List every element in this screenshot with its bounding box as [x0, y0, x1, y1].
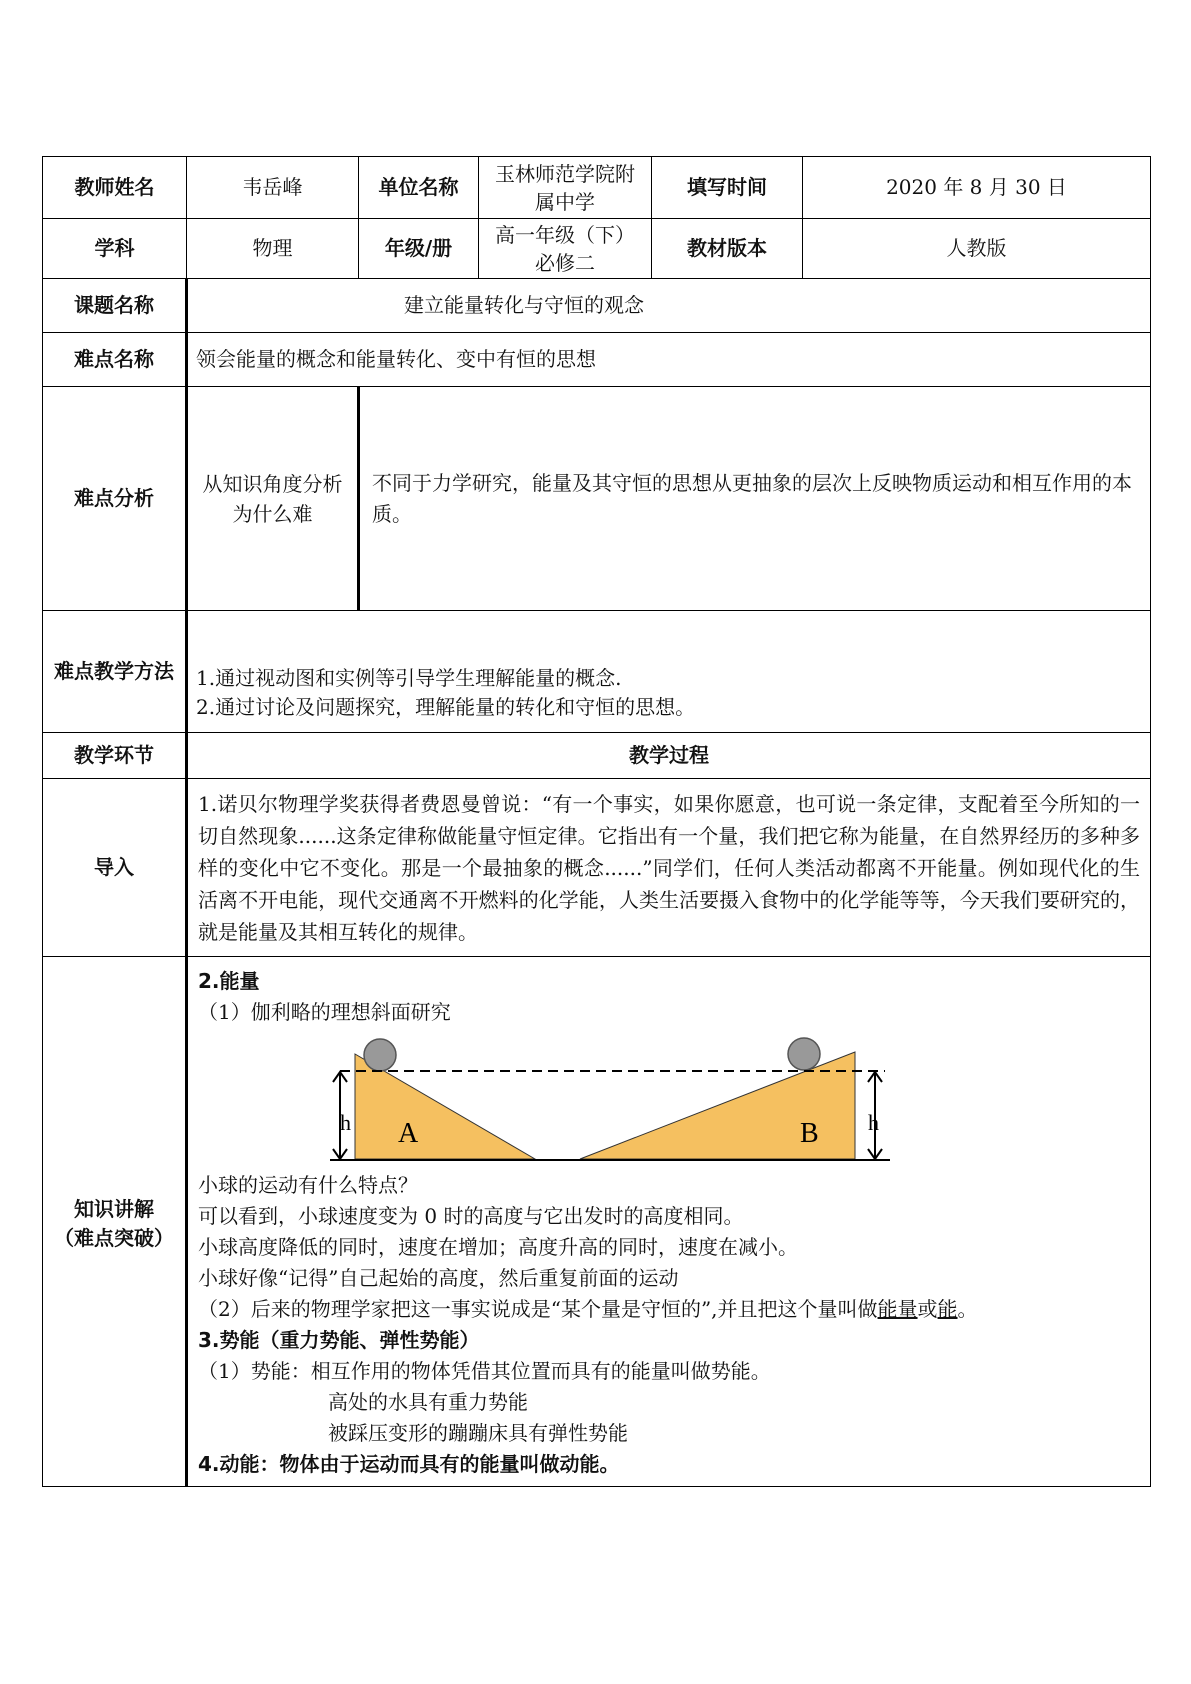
date-value: 2020 年 8 月 30 日 — [803, 157, 1151, 219]
answer-1: 可以看到，小球速度变为 0 时的高度与它出发时的高度相同。 — [198, 1203, 744, 1228]
intro-text: 1.诺贝尔物理学奖获得者费恩曼曾说：“有一个事实，如果你愿意，也可说一条定律，支配着至今所知的一切自然现象......这条定律称做能量守恒定律。它指出有一个量，我们把它称为能量，在自然界经历的多种多样的变化中它不变化。那是一个最抽象的概念......”同学们，任何人类活动都离不开能量。例如现代化的生活离不开电能，现代交通离不开燃料的化学能，人类生活要摄入食物中的化学能等等，今天我们要研究的，就是能量及其相互转化的规律。 — [187, 779, 1151, 957]
potential-energy-example-1: 高处的水具有重力势能 — [328, 1389, 528, 1414]
difficulty-value: 领会能量的概念和能量转化、变中有恒的思想 — [187, 333, 1151, 387]
topic-value: 建立能量转化与守恒的观念 — [187, 279, 1151, 333]
sub2-end: 。 — [957, 1296, 978, 1321]
textbook-label: 教材版本 — [652, 219, 803, 279]
unit-value: 玉林师范学院附属中学 — [479, 157, 652, 219]
lesson-plan-sheet — [42, 156, 1150, 1487]
answer-3: 小球好像“记得”自己起始的高度，然后重复前面的运动 — [198, 1265, 679, 1290]
term-energy: 能量 — [877, 1296, 918, 1321]
section-3-title: 3.势能（重力势能、弹性势能） — [198, 1327, 480, 1352]
method-line-2: 2.通过讨论及问题探究，理解能量的转化和守恒的思想。 — [196, 695, 696, 719]
header-row-1 — [43, 157, 1151, 219]
difficulty-label: 难点名称 — [43, 333, 187, 387]
inclined-plane-diagram — [330, 1034, 920, 1164]
section-2-sub-2 — [198, 1294, 1140, 1325]
section-2-sub-1: （1）伽利略的理想斜面研究 — [198, 999, 451, 1024]
method-label: 难点教学方法 — [43, 611, 187, 733]
subject-value: 物理 — [187, 219, 359, 279]
analysis-label: 难点分析 — [43, 387, 187, 611]
knowledge-row — [43, 957, 1151, 1487]
analysis-value: 不同于力学研究，能量及其守恒的思想从更抽象的层次上反映物质运动和相互作用的本质。 — [359, 387, 1151, 611]
term-neng: 能 — [937, 1296, 958, 1321]
potential-energy-definition: （1）势能：相互作用的物体凭借其位置而具有的能量叫做势能。 — [198, 1358, 771, 1383]
process-header-row — [43, 733, 1151, 779]
process-header-value: 教学过程 — [187, 733, 1151, 779]
header-row-2 — [43, 219, 1151, 279]
section-4-kinetic-energy: 4.动能：物体由于运动而具有的能量叫做动能。 — [198, 1451, 620, 1476]
textbook-value: 人教版 — [803, 219, 1151, 279]
sub2-prefix: （2）后来的物理学家把这一事实说成是“某个量是守恒的”,并且把这个量叫做 — [198, 1296, 878, 1321]
question-1: 小球的运动有什么特点？ — [198, 1172, 418, 1197]
intro-row — [43, 779, 1151, 957]
method-cell — [187, 611, 1151, 733]
difficulty-row — [43, 333, 1151, 387]
label-a: A — [398, 1117, 419, 1149]
ball-b — [788, 1038, 820, 1070]
sub2-or: 或 — [917, 1296, 938, 1321]
grade-label: 年级/册 — [359, 219, 479, 279]
knowledge-label-line-1: 知识讲解 — [74, 1196, 154, 1221]
date-label: 填写时间 — [652, 157, 803, 219]
knowledge-content — [187, 957, 1151, 1487]
ball-a — [364, 1039, 396, 1071]
knowledge-label-cell — [43, 957, 187, 1487]
label-b: B — [800, 1117, 819, 1149]
answer-2: 小球高度降低的同时，速度在增加；高度升高的同时，速度在减小。 — [198, 1234, 798, 1259]
method-row — [43, 611, 1151, 733]
unit-label: 单位名称 — [359, 157, 479, 219]
label-h-left: h — [340, 1109, 351, 1135]
analysis-row — [43, 387, 1151, 611]
topic-label: 课题名称 — [43, 279, 187, 333]
knowledge-label-line-2: （难点突破） — [54, 1225, 174, 1250]
teacher-value: 韦岳峰 — [187, 157, 359, 219]
method-line-1: 1.通过视动图和实例等引导学生理解能量的概念. — [196, 666, 622, 690]
topic-row — [43, 279, 1151, 333]
lesson-plan-table — [42, 156, 1151, 1487]
label-h-right: h — [868, 1109, 879, 1135]
section-2-title: 2.能量 — [198, 968, 260, 993]
process-header-label: 教学环节 — [43, 733, 187, 779]
analysis-sub-label: 从知识角度分析为什么难 — [187, 387, 359, 611]
grade-value: 高一年级（下）必修二 — [479, 219, 652, 279]
intro-label: 导入 — [43, 779, 187, 957]
potential-energy-example-2: 被踩压变形的蹦蹦床具有弹性势能 — [328, 1420, 628, 1445]
teacher-label: 教师姓名 — [43, 157, 187, 219]
subject-label: 学科 — [43, 219, 187, 279]
